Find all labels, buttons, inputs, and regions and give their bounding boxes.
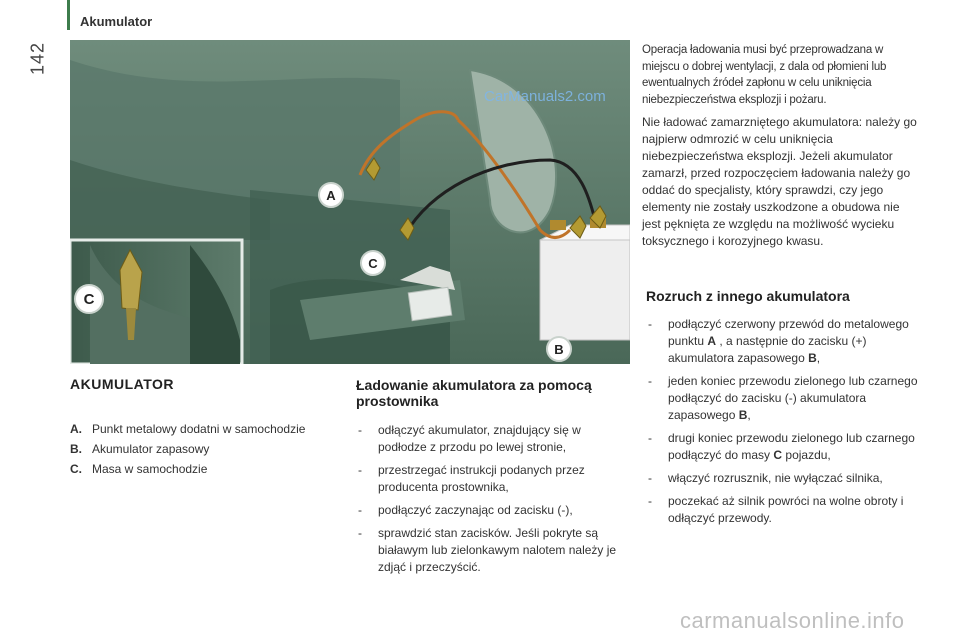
legend-item-b: [70, 440, 350, 459]
callout-a: A: [318, 182, 344, 208]
list-item: - włączyć rozrusznik, nie wyłączać silnika,: [646, 470, 922, 487]
list-item: - sprawdzić stan zacisków. Jeśli pokryte są białawym lub zielonkawym nalotem należy je zdjąć i przeczyścić.: [356, 525, 626, 576]
legend-key: C.: [70, 462, 82, 476]
callout-c: C: [360, 250, 386, 276]
callout-b: B: [546, 336, 572, 362]
jump-start-steps: [646, 316, 922, 533]
list-item: - drugi koniec przewodu zielonego lub czarnego podłączyć do masy C pojazdu,: [646, 430, 922, 464]
charging-heading: Ładowanie akumulatora za pomocą prostownika: [356, 377, 592, 409]
page-number: 142: [27, 41, 48, 76]
legend-item-c: [70, 460, 350, 479]
list-item: - przestrzegać instrukcji podanych przez producenta prostownika,: [356, 462, 626, 496]
jump-start-heading: Rozruch z innego akumulatora: [646, 288, 850, 304]
section-header: Akumulator: [80, 14, 153, 29]
list-item: - odłączyć akumulator, znajdujący się w podłodze z przodu po lewej stronie,: [356, 422, 626, 456]
figure-watermark: CarManuals2.com: [484, 88, 606, 105]
legend-text: Akumulator zapasowy: [92, 442, 210, 456]
footer-watermark: carmanualsonline.info: [680, 608, 905, 633]
list-item: - poczekać aż silnik powróci na wolne obroty i odłączyć przewody.: [646, 493, 922, 527]
list-item: - jeden koniec przewodu zielonego lub czarnego podłączyć do zacisku (-) akumulatora zapasowego B,: [646, 373, 922, 424]
accent-bar: [67, 0, 70, 30]
ventilation-warning: Operacja ładowania musi być przeprowadzana w miejscu o dobrej wentylacji, z dala od płomieni lub ewentualnych źródeł zapłonu w celu uniknięcia niebezpieczeństwa eksplozji i pożaru.: [642, 44, 887, 106]
frozen-battery-note: Nie ładować zamarzniętego akumulatora: należy go najpierw odmrozić w celu uniknięcia niebezpieczeństwa eksplozji. Jeżeli akumulator zamarzł, przed rozpoczęciem ładowania należy go oddać do specjalisty, który sprawdzi, czy jego elementy nie zostały uszkodzone a obudowa nie jest pęknięta ze względu na możliwość wycieku toksycznego i korozyjnego kwasu.: [642, 115, 917, 248]
legend-key: B.: [70, 442, 82, 456]
akumulator-heading: AKUMULATOR: [70, 376, 175, 392]
legend-text: Punkt metalowy dodatni w samochodzie: [92, 422, 306, 436]
legend-text: Masa w samochodzie: [92, 462, 208, 476]
legend-key: A.: [70, 422, 82, 436]
legend-item-a: [70, 420, 350, 439]
figure-legend: [70, 420, 350, 480]
charging-steps: [356, 422, 626, 582]
list-item: - podłączyć czerwony przewód do metalowego punktu A , a następnie do zacisku (+) akumulatora zapasowego B,: [646, 316, 922, 367]
list-item: - podłączyć zaczynając od zacisku (-),: [356, 502, 626, 519]
inset-callout-c: C: [74, 284, 104, 314]
